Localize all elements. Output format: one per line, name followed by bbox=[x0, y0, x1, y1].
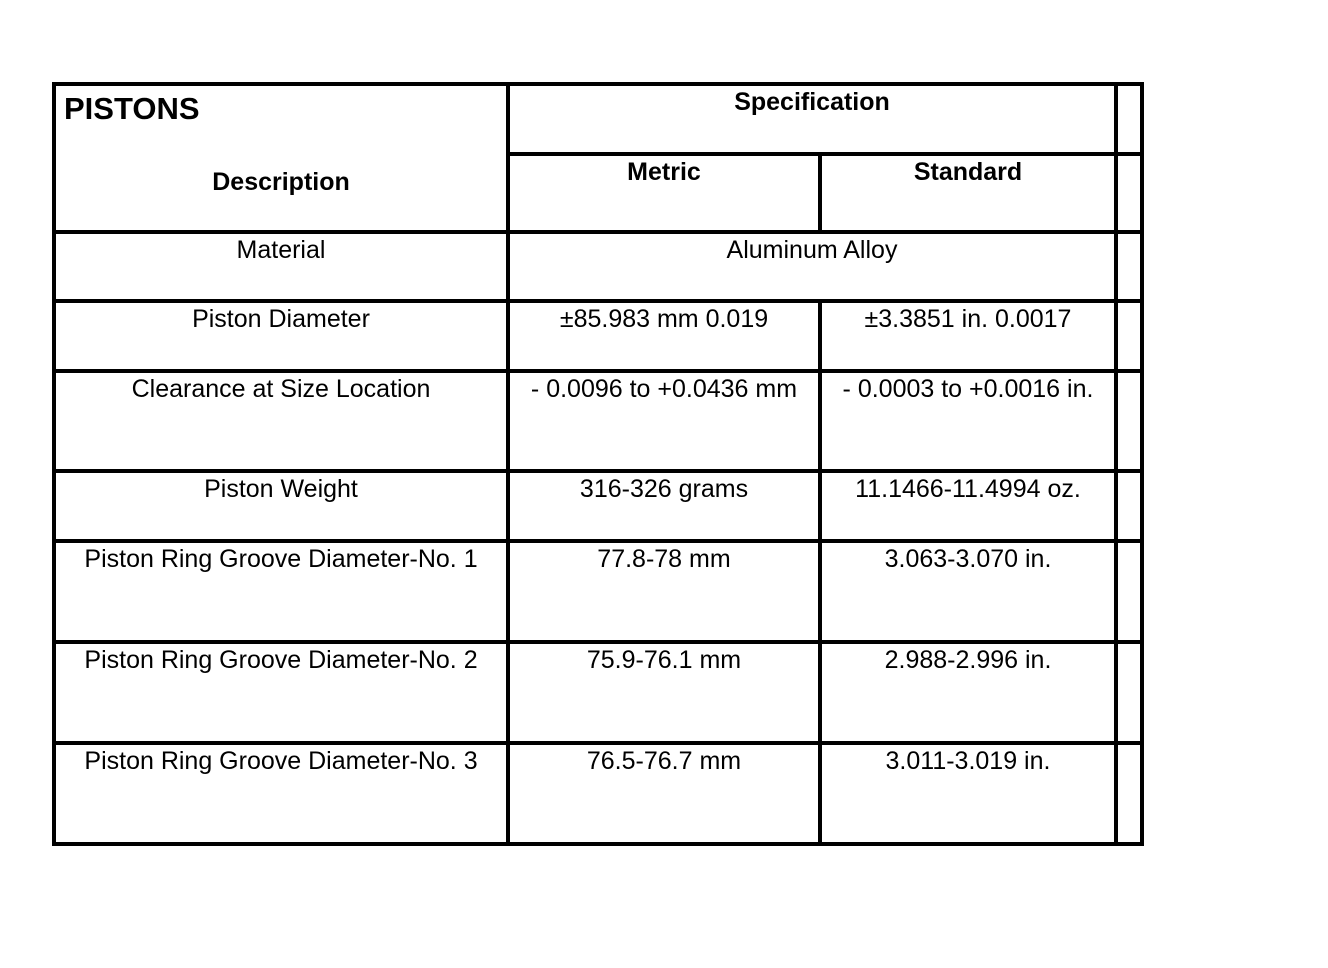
table-row bbox=[54, 743, 1142, 844]
table-row-material bbox=[54, 232, 1142, 301]
end-column-cell bbox=[1116, 371, 1142, 471]
end-column-cell bbox=[1116, 232, 1142, 301]
table-row bbox=[54, 301, 1142, 371]
pistons-spec-table-frame bbox=[52, 82, 1140, 840]
end-column-cell bbox=[1116, 301, 1142, 371]
header-row-specification bbox=[54, 84, 1142, 154]
row-description: Piston Ring Groove Diameter-No. 3 bbox=[54, 743, 508, 844]
row-metric-value: 316-326 grams bbox=[508, 471, 820, 541]
row-metric-value: ±85.983 mm 0.019 bbox=[508, 301, 820, 371]
row-metric-value: 75.9-76.1 mm bbox=[508, 642, 820, 743]
table-row bbox=[54, 371, 1142, 471]
table-row bbox=[54, 541, 1142, 642]
row-standard-value: ±3.3851 in. 0.0017 bbox=[820, 301, 1116, 371]
end-column-cell bbox=[1116, 642, 1142, 743]
end-column-cell bbox=[1116, 743, 1142, 844]
row-metric-value: - 0.0096 to +0.0436 mm bbox=[508, 371, 820, 471]
table-row bbox=[54, 471, 1142, 541]
standard-column-header: Standard bbox=[820, 154, 1116, 232]
spacer-cell bbox=[1116, 84, 1142, 154]
metric-column-header: Metric bbox=[508, 154, 820, 232]
row-description: Piston Weight bbox=[54, 471, 508, 541]
row-metric-value: 76.5-76.7 mm bbox=[508, 743, 820, 844]
row-standard-value: 3.011-3.019 in. bbox=[820, 743, 1116, 844]
row-description: Piston Ring Groove Diameter-No. 2 bbox=[54, 642, 508, 743]
row-standard-value: - 0.0003 to +0.0016 in. bbox=[820, 371, 1116, 471]
table-row bbox=[54, 642, 1142, 743]
end-column-cell bbox=[1116, 154, 1142, 232]
material-label: Material bbox=[54, 232, 508, 301]
pistons-spec-table bbox=[52, 82, 1144, 846]
end-column-cell bbox=[1116, 471, 1142, 541]
material-value: Aluminum Alloy bbox=[508, 232, 1116, 301]
table-title: PISTONS bbox=[64, 91, 200, 126]
row-metric-value: 77.8-78 mm bbox=[508, 541, 820, 642]
end-column-cell bbox=[1116, 541, 1142, 642]
specification-header: Specification bbox=[508, 84, 1116, 154]
row-description: Clearance at Size Location bbox=[54, 371, 508, 471]
row-standard-value: 11.1466-11.4994 oz. bbox=[820, 471, 1116, 541]
title-description-header-cell bbox=[54, 84, 508, 232]
row-description: Piston Ring Groove Diameter-No. 1 bbox=[54, 541, 508, 642]
row-standard-value: 2.988-2.996 in. bbox=[820, 642, 1116, 743]
description-column-header: Description bbox=[212, 168, 350, 196]
row-description: Piston Diameter bbox=[54, 301, 508, 371]
row-standard-value: 3.063-3.070 in. bbox=[820, 541, 1116, 642]
